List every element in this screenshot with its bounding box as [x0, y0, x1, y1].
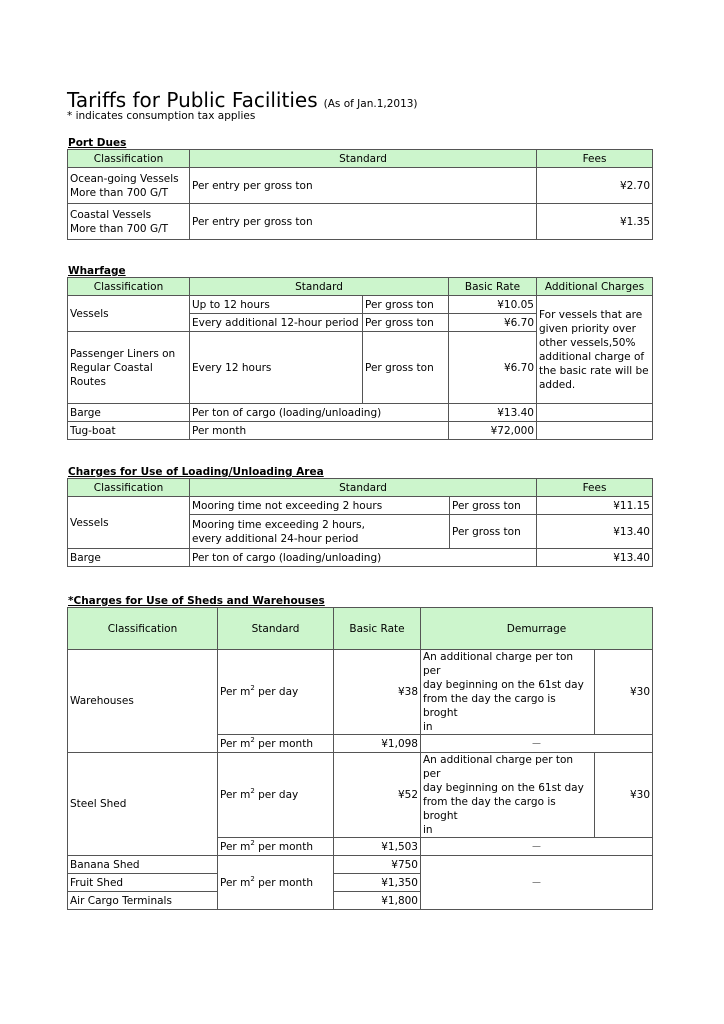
rate-cell: ¥1,098	[334, 735, 421, 753]
rate-cell: ¥38	[334, 650, 421, 735]
standard-cell: Per $m^2$ per month	[218, 838, 334, 856]
standard-cell: Per $m^2$ per day	[218, 753, 334, 838]
table-row	[68, 404, 653, 422]
standard-cell: Per $m^2$ per day	[218, 650, 334, 735]
rate-cell: ¥6.70	[449, 314, 537, 332]
classification-cell: Barge	[68, 549, 190, 567]
col-header-demurrage: Demurrage	[421, 608, 653, 650]
standard-cell: Per month	[190, 422, 449, 440]
col-header-standard: Standard	[218, 608, 334, 650]
rate-cell: ¥52	[334, 753, 421, 838]
table-row	[68, 753, 653, 838]
classification-cell: Vessels	[68, 296, 190, 332]
classification-cell: Ocean-going Vessels More than 700 G/T	[68, 168, 190, 204]
empty-cell	[537, 404, 653, 422]
page-date: (As of Jan.1,2013)	[323, 98, 418, 110]
wharfage-section	[67, 265, 653, 440]
table-row	[68, 168, 653, 204]
fee-cell: ¥1.35	[537, 204, 653, 240]
standard-cell: Mooring time exceeding 2 hours, every additional 24-hour period	[190, 515, 450, 549]
standard-cell: Per entry per gross ton	[190, 204, 537, 240]
table-row	[68, 549, 653, 567]
classification-cell: Fruit Shed	[68, 874, 218, 892]
fee-cell: ¥11.15	[537, 497, 653, 515]
sheds-table	[67, 607, 653, 910]
sheds-heading: *Charges for Use of Sheds and Warehouses	[68, 595, 325, 607]
classification-cell: Vessels	[68, 497, 190, 549]
standard-cell: Every additional 12-hour period	[190, 314, 363, 332]
unit-cell: Per gross ton	[363, 314, 449, 332]
standard-cell: Per ton of cargo (loading/unloading)	[190, 404, 449, 422]
standard-cell: Up to 12 hours	[190, 296, 363, 314]
sheds-section	[67, 595, 653, 910]
rate-cell: ¥1,800	[334, 892, 421, 910]
fee-cell: ¥13.40	[537, 549, 653, 567]
classification-cell: Tug-boat	[68, 422, 190, 440]
classification-cell: Banana Shed	[68, 856, 218, 874]
col-header-additional-charges: Additional Charges	[537, 278, 653, 296]
table-row	[68, 497, 653, 515]
classification-cell: Barge	[68, 404, 190, 422]
col-header-classification: Classification	[68, 150, 190, 168]
classification-cell: Air Cargo Terminals	[68, 892, 218, 910]
classification-cell: Warehouses	[68, 650, 218, 753]
tariff-document	[67, 88, 652, 122]
col-header-fees: Fees	[537, 479, 653, 497]
loading-area-heading: Charges for Use of Loading/Unloading Area	[68, 466, 324, 478]
empty-cell	[537, 422, 653, 440]
rate-cell: ¥72,000	[449, 422, 537, 440]
col-header-basic-rate: Basic Rate	[449, 278, 537, 296]
title-row	[67, 88, 652, 110]
loading-area-section	[67, 466, 653, 567]
col-header-basic-rate: Basic Rate	[334, 608, 421, 650]
table-row	[68, 296, 653, 314]
classification-cell: Steel Shed	[68, 753, 218, 856]
col-header-classification: Classification	[68, 278, 190, 296]
loading-area-table	[67, 478, 653, 567]
col-header-fees: Fees	[537, 150, 653, 168]
col-header-standard: Standard	[190, 479, 537, 497]
standard-cell: Per entry per gross ton	[190, 168, 537, 204]
standard-cell: Per ton of cargo (loading/unloading)	[190, 549, 537, 567]
unit-cell: Per gross ton	[363, 332, 449, 404]
col-header-standard: Standard	[190, 278, 449, 296]
rate-cell: ¥10.05	[449, 296, 537, 314]
rate-cell: ¥750	[334, 856, 421, 874]
demurrage-fee-cell: ¥30	[595, 650, 653, 735]
classification-cell: Passenger Liners on Regular Coastal Routes	[68, 332, 190, 404]
demurrage-text-cell: An additional charge per ton per day beginning on the 61st day from the day the cargo is broght in	[421, 753, 595, 838]
col-header-classification: Classification	[68, 608, 218, 650]
demurrage-dash-cell: －	[421, 735, 653, 753]
table-row	[68, 204, 653, 240]
demurrage-fee-cell: ¥30	[595, 753, 653, 838]
table-row	[68, 856, 653, 874]
port-dues-heading: Port Dues	[68, 137, 127, 149]
fee-cell: ¥2.70	[537, 168, 653, 204]
col-header-standard: Standard	[190, 150, 537, 168]
page-title: Tariffs for Public Facilities	[67, 88, 318, 112]
unit-cell: Per gross ton	[450, 497, 537, 515]
demurrage-dash-cell: －	[421, 856, 653, 910]
wharfage-heading: Wharfage	[68, 265, 126, 277]
rate-cell: ¥1,503	[334, 838, 421, 856]
classification-cell: Coastal Vessels More than 700 G/T	[68, 204, 190, 240]
rate-cell: ¥1,350	[334, 874, 421, 892]
demurrage-text-cell: An additional charge per ton per day beginning on the 61st day from the day the cargo is broght in	[421, 650, 595, 735]
wharfage-table	[67, 277, 653, 440]
rate-cell: ¥13.40	[449, 404, 537, 422]
port-dues-section	[67, 137, 653, 240]
rate-cell: ¥6.70	[449, 332, 537, 404]
table-row	[68, 650, 653, 735]
col-header-classification: Classification	[68, 479, 190, 497]
fee-cell: ¥13.40	[537, 515, 653, 549]
unit-cell: Per gross ton	[450, 515, 537, 549]
unit-cell: Per gross ton	[363, 296, 449, 314]
standard-cell: Per $m^2$ per month	[218, 735, 334, 753]
standard-cell: Mooring time not exceeding 2 hours	[190, 497, 450, 515]
port-dues-table	[67, 149, 653, 240]
additional-charges-cell: For vessels that are given priority over other vessels,50% additional charge of the basic rate will be added.	[537, 296, 653, 404]
standard-cell: Every 12 hours	[190, 332, 363, 404]
table-row	[68, 422, 653, 440]
tax-note: * indicates consumption tax applies	[67, 110, 256, 122]
standard-cell: Per $m^2$ per month	[218, 856, 334, 910]
demurrage-dash-cell: －	[421, 838, 653, 856]
